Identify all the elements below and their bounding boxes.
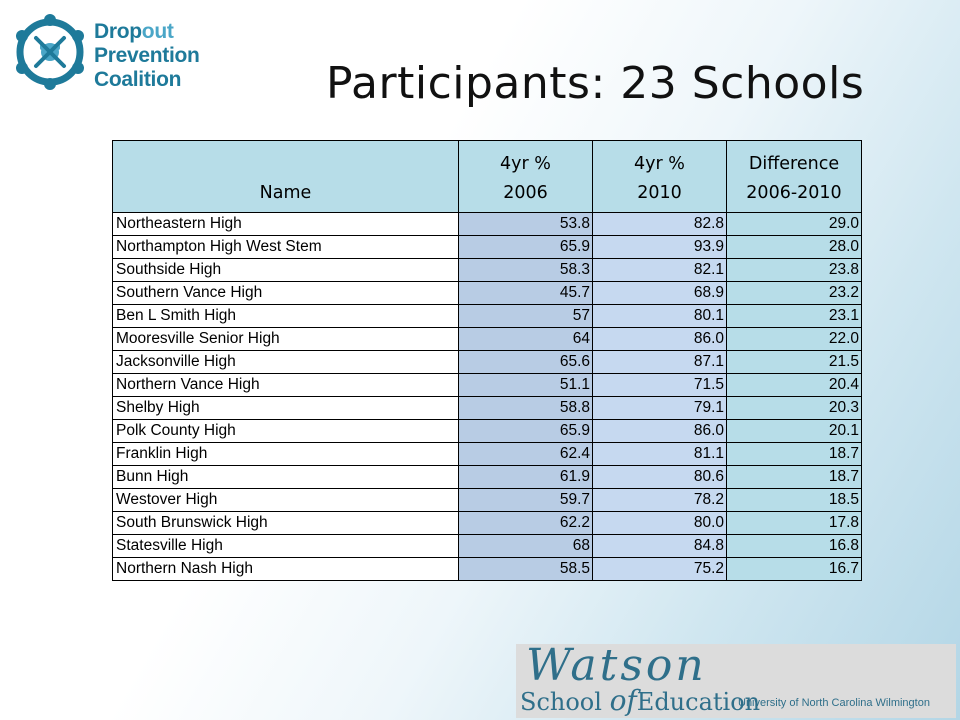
watson-school-logo — [516, 640, 956, 718]
rate-2006-cell: 58.3 — [459, 259, 593, 282]
rate-2006-cell: 51.1 — [459, 374, 593, 397]
rate-2010-cell: 68.9 — [593, 282, 727, 305]
school-name-cell: Northampton High West Stem — [113, 236, 459, 259]
table-row — [113, 259, 862, 282]
school-name-cell: Shelby High — [113, 397, 459, 420]
table-body — [113, 213, 862, 581]
rate-2010-cell: 86.0 — [593, 420, 727, 443]
difference-cell: 18.7 — [727, 466, 862, 489]
table-row — [113, 558, 862, 581]
rate-2006-cell: 53.8 — [459, 213, 593, 236]
rate-2006-cell: 59.7 — [459, 489, 593, 512]
difference-cell: 28.0 — [727, 236, 862, 259]
header-2010: 4yr % 2010 — [593, 141, 727, 213]
rate-2010-cell: 84.8 — [593, 535, 727, 558]
school-name-cell: Northeastern High — [113, 213, 459, 236]
rate-2010-cell: 71.5 — [593, 374, 727, 397]
rate-2010-cell: 75.2 — [593, 558, 727, 581]
table-row — [113, 328, 862, 351]
difference-cell: 20.4 — [727, 374, 862, 397]
rate-2010-cell: 80.0 — [593, 512, 727, 535]
rate-2010-cell: 86.0 — [593, 328, 727, 351]
table-row — [113, 305, 862, 328]
school-name-cell: Southside High — [113, 259, 459, 282]
school-name-cell: Northern Nash High — [113, 558, 459, 581]
difference-cell: 16.8 — [727, 535, 862, 558]
table-row — [113, 282, 862, 305]
school-name-cell: Bunn High — [113, 466, 459, 489]
school-name-cell: Northern Vance High — [113, 374, 459, 397]
table-row — [113, 374, 862, 397]
difference-cell: 21.5 — [727, 351, 862, 374]
difference-cell: 22.0 — [727, 328, 862, 351]
school-of-education-text: School ofEducation — [520, 684, 761, 717]
slide-title: Participants: 23 Schools — [326, 58, 865, 109]
rate-2010-cell: 93.9 — [593, 236, 727, 259]
school-name-cell: Polk County High — [113, 420, 459, 443]
table-row — [113, 535, 862, 558]
header-difference: Difference 2006-2010 — [727, 141, 862, 213]
difference-cell: 18.5 — [727, 489, 862, 512]
logo-text: Dropout Prevention Coalition — [94, 20, 200, 91]
school-name-cell: Westover High — [113, 489, 459, 512]
rate-2006-cell: 65.6 — [459, 351, 593, 374]
header-name: Name — [113, 141, 459, 213]
table-row — [113, 351, 862, 374]
difference-cell: 23.8 — [727, 259, 862, 282]
rate-2006-cell: 58.5 — [459, 558, 593, 581]
rate-2006-cell: 58.8 — [459, 397, 593, 420]
rate-2010-cell: 80.6 — [593, 466, 727, 489]
rate-2006-cell: 64 — [459, 328, 593, 351]
difference-cell: 20.3 — [727, 397, 862, 420]
rate-2010-cell: 81.1 — [593, 443, 727, 466]
table-row — [113, 420, 862, 443]
difference-cell: 17.8 — [727, 512, 862, 535]
school-name-cell: Statesville High — [113, 535, 459, 558]
rate-2010-cell: 82.1 — [593, 259, 727, 282]
rate-2010-cell: 80.1 — [593, 305, 727, 328]
school-name-cell: Ben L Smith High — [113, 305, 459, 328]
rate-2006-cell: 62.2 — [459, 512, 593, 535]
rate-2006-cell: 62.4 — [459, 443, 593, 466]
rate-2006-cell: 61.9 — [459, 466, 593, 489]
rate-2010-cell: 79.1 — [593, 397, 727, 420]
difference-cell: 29.0 — [727, 213, 862, 236]
difference-cell: 23.2 — [727, 282, 862, 305]
rate-2010-cell: 78.2 — [593, 489, 727, 512]
coalition-hands-icon — [12, 14, 88, 90]
rate-2006-cell: 65.9 — [459, 420, 593, 443]
table-header-row — [113, 141, 862, 213]
school-name-cell: Franklin High — [113, 443, 459, 466]
school-name-cell: Southern Vance High — [113, 282, 459, 305]
university-name: University of North Carolina Wilmington — [738, 697, 930, 709]
table-row — [113, 512, 862, 535]
difference-cell: 16.7 — [727, 558, 862, 581]
rate-2006-cell: 65.9 — [459, 236, 593, 259]
rate-2006-cell: 57 — [459, 305, 593, 328]
watson-wordmark: Watson — [526, 640, 707, 691]
header-2006: 4yr % 2006 — [459, 141, 593, 213]
table-row — [113, 443, 862, 466]
rate-2010-cell: 82.8 — [593, 213, 727, 236]
table-row — [113, 397, 862, 420]
school-name-cell: Jacksonville High — [113, 351, 459, 374]
difference-cell: 23.1 — [727, 305, 862, 328]
difference-cell: 18.7 — [727, 443, 862, 466]
difference-cell: 20.1 — [727, 420, 862, 443]
rate-2006-cell: 68 — [459, 535, 593, 558]
school-name-cell: Mooresville Senior High — [113, 328, 459, 351]
schools-table — [112, 140, 862, 581]
rate-2006-cell: 45.7 — [459, 282, 593, 305]
table-row — [113, 236, 862, 259]
table-row — [113, 466, 862, 489]
table-row — [113, 213, 862, 236]
school-name-cell: South Brunswick High — [113, 512, 459, 535]
table-row — [113, 489, 862, 512]
dropout-prevention-coalition-logo — [12, 14, 222, 94]
rate-2010-cell: 87.1 — [593, 351, 727, 374]
